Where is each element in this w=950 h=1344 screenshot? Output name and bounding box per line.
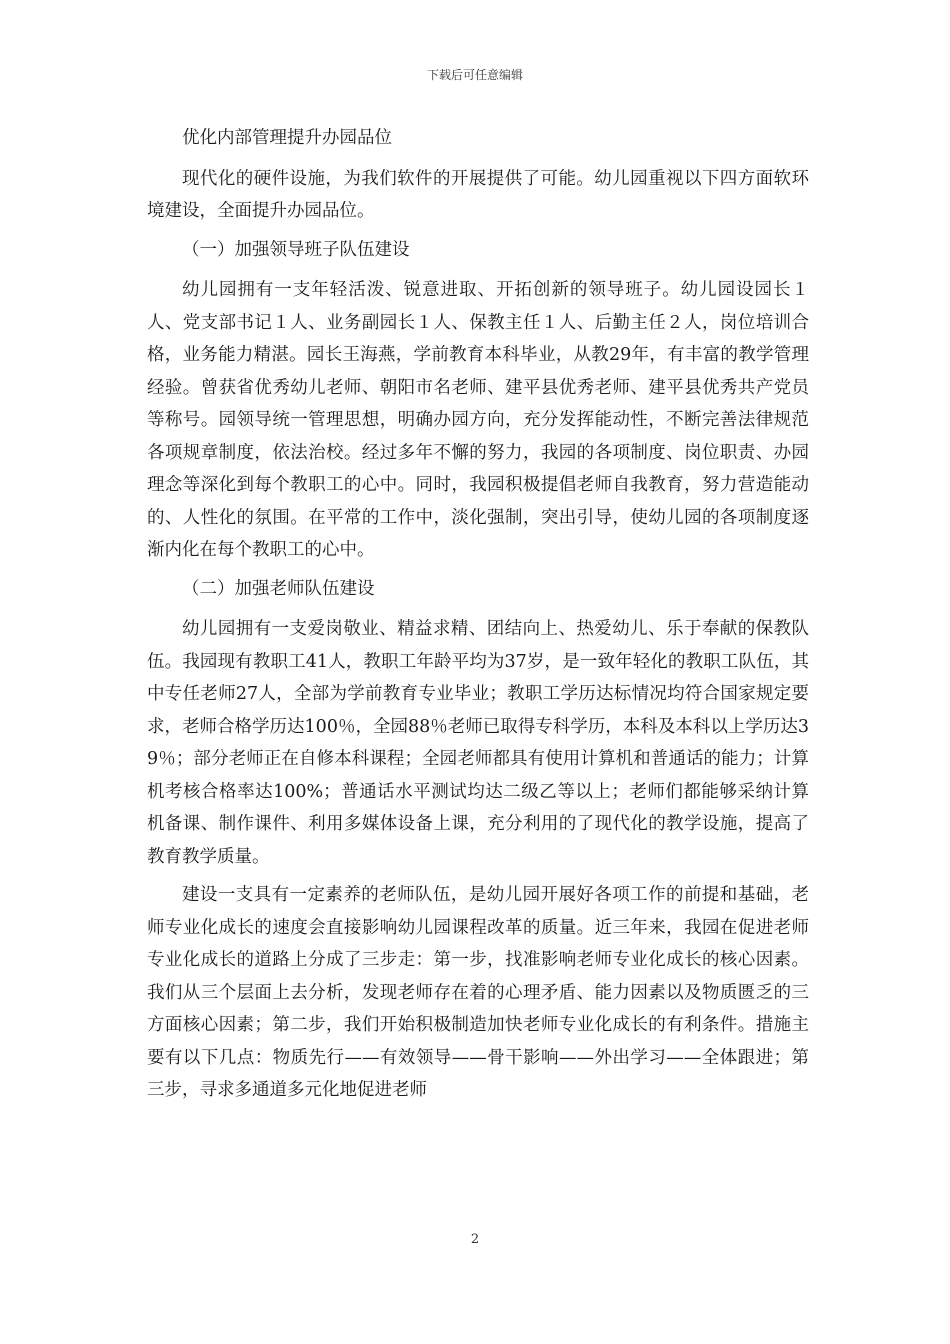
document-body <box>147 122 809 1113</box>
paragraph-leadership: 幼儿园拥有一支年轻活泼、锐意进取、开拓创新的领导班子。幼儿园设园长１人、党支部书记１人、业务副园长１人、保教主任１人、后勤主任２人，岗位培训合格，业务能力精湛。园长王海燕，学前教育本科毕业，从教29年，有丰富的教学管理经验。曾获省优秀幼儿老师、朝阳市名老师、建平县优秀老师、建平县优秀共产党员等称号。园领导统一管理思想，明确办园方向，充分发挥能动性，不断完善法律规范各项规章制度，依法治校。经过多年不懈的努力，我园的各项制度、岗位职责、办园理念等深化到每个教职工的心中。同时，我园积极提倡老师自我教育，努力营造能动的、人性化的氛围。在平常的工作中，淡化强制，突出引导，使幼儿园的各项制度逐渐内化在每个教职工的心中。 <box>147 280 809 560</box>
section-heading-1: （一）加强领导班子队伍建设 <box>182 239 410 260</box>
paragraph-growth: 建设一支具有一定素养的老师队伍，是幼儿园开展好各项工作的前提和基础，老师专业化成长的速度会直接影响幼儿园课程改革的质量。近三年来，我园在促进老师专业化成长的道路上分成了三步走：第一步，找准影响老师专业化成长的核心因素。我们从三个层面上去分析，发现老师存在着的心理矛盾、能力因素以及物质匮乏的三方面核心因素；第二步，我们开始积极制造加快老师专业化成长的有利条件。措施主要有以下几点：物质先行——有效领导——骨干影响——外出学习——全体跟进；第三步，寻求多通道多元化地促进老师 <box>147 885 809 1100</box>
page-header: 下载后可任意编辑 <box>426 68 523 82</box>
page-number: 2 <box>470 1232 480 1247</box>
section-heading-2: （二）加强老师队伍建设 <box>182 578 375 599</box>
paragraph-intro: 现代化的硬件设施，为我们软件的开展提供了可能。幼儿园重视以下四方面软环境建设，全面提升办园品位。 <box>147 168 809 221</box>
paragraph-teachers: 幼儿园拥有一支爱岗敬业、精益求精、团结向上、热爱幼儿、乐于奉献的保教队伍。我园现有教职工41人，教职工年龄平均为37岁，是一致年轻化的教职工队伍，其中专任老师27人，全部为学前教育专业毕业；教职工学历达标情况均符合国家规定要求，老师合格学历达100％，全园88％老师已取得专科学历，本科及本科以上学历达39％；部分老师正在自修本科课程；全园老师都具有使用计算机和普通话的能力；计算机考核合格率达100%；普通话水平测试均达二级乙等以上；老师们都能够采纳计算机备课、制作课件、利用多媒体设备上课，充分利用的了现代化的教学设施，提高了教育教学质量。 <box>147 619 809 867</box>
document-title: 优化内部管理提升办园品位 <box>182 128 392 148</box>
